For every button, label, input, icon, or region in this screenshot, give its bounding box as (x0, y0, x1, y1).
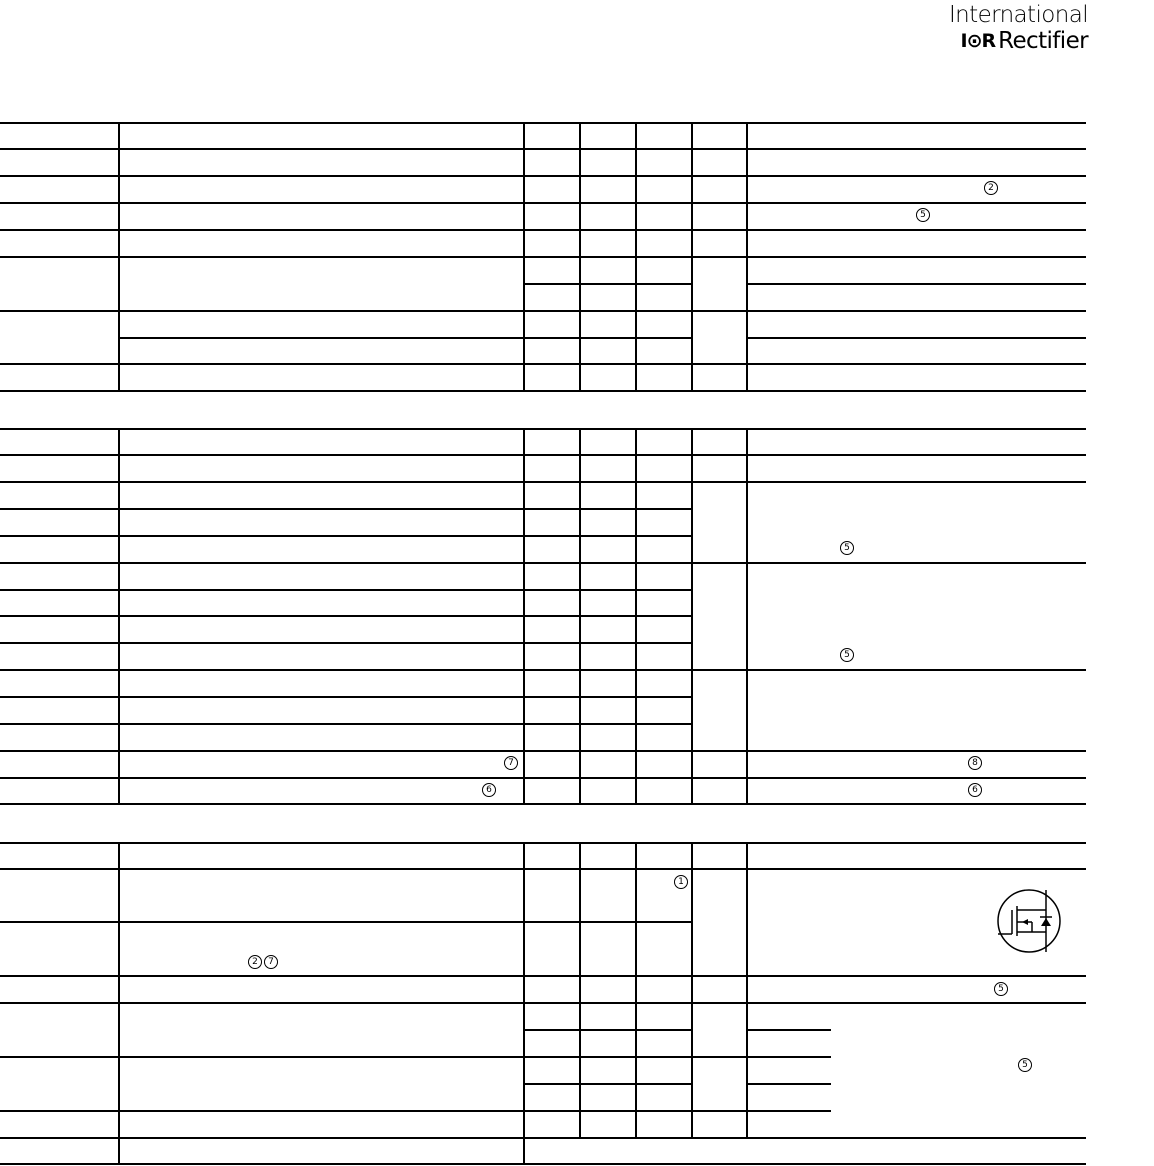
table1-bottom-rule (0, 390, 1086, 392)
footnote-mark: 6 (482, 783, 496, 797)
table2-top-rule (0, 428, 1086, 430)
table3-top-rule (0, 842, 1086, 844)
footnote-mark: 6 (968, 783, 982, 797)
logo-ior-mark: I⊙R (960, 30, 996, 52)
mosfet-symbol-icon (996, 888, 1062, 954)
footnote-mark: 2 (984, 181, 998, 195)
footnote-mark: 5 (840, 648, 854, 662)
logo-international: International (949, 2, 1088, 28)
footnote-mark: 1 (674, 875, 688, 889)
footnote-mark: 5 (994, 982, 1008, 996)
footnote-mark: 7 (264, 955, 278, 969)
table2-bottom-rule (0, 803, 1086, 805)
logo-rectifier: Rectifier (998, 28, 1088, 54)
footnote-mark: 5 (840, 541, 854, 555)
footnote-mark: 7 (504, 756, 518, 770)
table1-top-rule (0, 122, 1086, 124)
table3-bottom-rule (0, 1163, 1086, 1165)
footnote-mark: 5 (916, 208, 930, 222)
footnote-mark: 8 (968, 756, 982, 770)
footnote-mark: 5 (1018, 1058, 1032, 1072)
footnote-mark: 2 (248, 955, 262, 969)
